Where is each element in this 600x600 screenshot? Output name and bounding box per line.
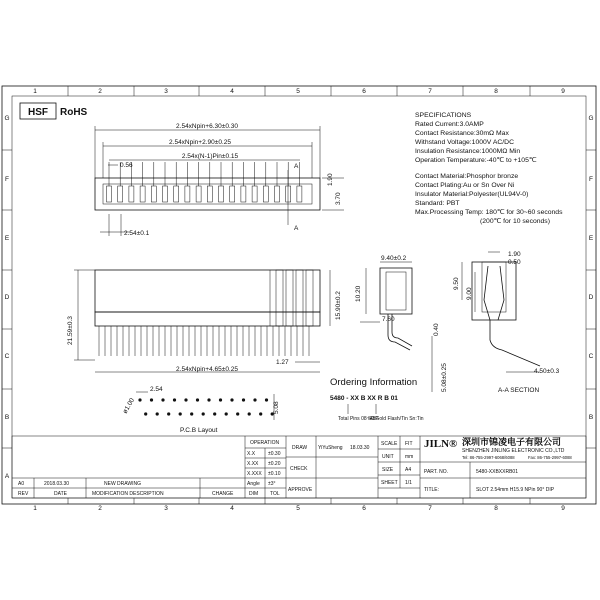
row-label: F [589, 176, 593, 183]
row-label: E [4, 235, 10, 242]
row-label: G [588, 115, 594, 122]
rohs-logo-text: RoHS [60, 107, 88, 118]
col-label: 3 [164, 505, 168, 512]
top-pin [297, 186, 302, 202]
dim-bottom-length: 2.54xNpin+4.65±0.25 [176, 366, 238, 373]
dim-overall-height: 21.59±0.3 [67, 316, 74, 345]
top-pin [140, 186, 145, 202]
row-label: B [4, 414, 10, 421]
pcb-hole [265, 398, 268, 401]
dim-7-60: 7.60 [382, 316, 395, 323]
dim-0-50: 0.50 [508, 259, 521, 266]
part-no-value: 5480-XXBXXRB01 [476, 469, 518, 475]
dim-9-50: 9.50 [453, 277, 460, 290]
dim-body-length: 2.54xNpin+2.90±0.25 [169, 139, 231, 146]
row-labels [4, 115, 593, 480]
row-label: E [588, 235, 594, 242]
top-pin [263, 186, 268, 202]
spec-line: Contact Resistance:30mΩ Max [415, 130, 509, 137]
section-marker-a: A [294, 163, 299, 170]
scale-label: SCALE [381, 441, 398, 447]
pcb-hole [213, 412, 216, 415]
company-phone: Tel: 86-755-2997-6068/6088 [462, 455, 515, 460]
side-view-contacts [276, 270, 313, 326]
material-line: Insulator Material:Polyester(UL94V-0) [415, 191, 529, 198]
top-pin [275, 186, 280, 202]
top-pin [230, 186, 235, 202]
rev-description: NEW DRAWING [104, 481, 142, 487]
ordering-note-plating: S0:Gold Flash/Tin Sn:Tin [368, 416, 424, 422]
pcb-hole [144, 412, 147, 415]
pcb-hole [190, 412, 193, 415]
change-header: CHANGE [212, 491, 234, 497]
top-pin [219, 186, 224, 202]
col-label: 7 [428, 505, 432, 512]
col-label: 1 [33, 505, 37, 512]
dim-2-54: 2.54 [150, 386, 163, 393]
pcb-hole [138, 398, 141, 401]
pcb-hole [156, 412, 159, 415]
spec-line: Rated Current:3.0AMP [415, 121, 484, 128]
dim-9-40: 9.40±0.2 [381, 255, 407, 262]
dim-9-00: 9.00 [466, 287, 473, 300]
top-pin [118, 186, 123, 202]
top-pin [185, 186, 190, 202]
pcb-hole [161, 398, 164, 401]
row-label: F [5, 176, 9, 183]
side-contact [276, 270, 283, 326]
scale-value: FIT [405, 441, 413, 447]
dim-hole-diameter: ø1.00 [121, 397, 137, 415]
size-label: SIZE [382, 467, 394, 473]
col-label: 7 [428, 88, 432, 95]
row-label: C [588, 353, 594, 360]
sheet-label: SHEET [381, 480, 398, 486]
col-label: 1 [33, 88, 37, 95]
pcb-hole-grid [138, 398, 273, 415]
col-label: 6 [362, 505, 366, 512]
sheet-value: 1/1 [405, 480, 412, 486]
pcb-hole [179, 412, 182, 415]
approve-label: APPROVE [288, 487, 313, 493]
spec-line: Withstand Voltage:1000V AC/DC [415, 139, 514, 146]
pcb-hole [248, 412, 251, 415]
pcb-hole [253, 398, 256, 401]
side-contact [306, 270, 313, 326]
row-label: C [4, 353, 10, 360]
pcb-layout [122, 386, 280, 434]
pcb-hole [225, 412, 228, 415]
col-label: 8 [494, 505, 498, 512]
company-logo: JILN® [424, 438, 458, 450]
col-label: 4 [230, 505, 234, 512]
dim-overall-length: 2.54xNpin+6.30±0.30 [176, 123, 238, 130]
dim-pitch-span: 2.54x(N-1)Pin±0.15 [181, 153, 239, 160]
row-label: B [588, 414, 594, 421]
dim-1-90: 1.90 [508, 251, 521, 258]
col-label: 4 [230, 88, 234, 95]
pcb-hole [259, 412, 262, 415]
rev-date: 2018.03.30 [44, 481, 70, 487]
col-label: 6 [362, 88, 366, 95]
top-pin [129, 186, 134, 202]
ordering-code: 5480 - XX B XX R B 01 [330, 395, 398, 402]
dim-3-70: 3.70 [335, 192, 342, 205]
part-no-label: PART. NO. [424, 469, 448, 475]
top-pin [163, 186, 168, 202]
col-label: 9 [561, 88, 565, 95]
pcb-hole [150, 398, 153, 401]
spec-line: Operation Temperature:-40℃ to +105℃ [415, 157, 537, 164]
tol-key: X.XXX [247, 471, 262, 477]
pcb-hole [236, 412, 239, 415]
pcb-hole [167, 412, 170, 415]
tol-value: ±3° [268, 481, 276, 487]
material-line: Standard: PBT [415, 200, 460, 207]
operation-label: OPERATION [250, 440, 280, 446]
dim-10-20: 10.20 [355, 285, 362, 302]
date-header: DATE [54, 491, 67, 497]
title-label: TITLE: [424, 487, 440, 493]
company-fax: Fax: 86-755-2997-6088 [528, 455, 572, 460]
top-pin [174, 186, 179, 202]
specs-heading: SPECIFICATIONS [415, 112, 472, 119]
description-header: MODIFICATION DESCRIPTION [92, 491, 164, 497]
tol-value: ±0.10 [268, 471, 281, 477]
specifications-block [415, 112, 563, 225]
col-label: 9 [561, 505, 565, 512]
draw-date: 18.03.30 [350, 445, 370, 451]
dim-15-90: 15.90±0.2 [335, 291, 342, 320]
top-view [95, 123, 344, 237]
pcb-hole [207, 398, 210, 401]
tol-key: X.XX [247, 461, 259, 467]
dim-4-50: 4.50±0.3 [534, 368, 560, 375]
row-label: G [4, 115, 10, 122]
top-pin [151, 186, 156, 202]
dim-1-27: 1.27 [276, 359, 289, 366]
material-line: Contact Plating:Au or Sn Over Ni [415, 182, 515, 189]
top-pin [241, 186, 246, 202]
dim-1-90: 1.90 [327, 173, 334, 186]
check-label: CHECK [290, 466, 308, 472]
col-label: 5 [296, 88, 300, 95]
tol-key: X.X [247, 451, 256, 457]
end-view [355, 255, 448, 392]
hsf-rohs-logo [20, 103, 88, 119]
title-value: SLOT 2.54mm H15.9 NPin 90° DIP [476, 487, 555, 493]
ordering-note-pins: Total Pins 08~48P [338, 416, 379, 422]
tol-key: DIM [249, 491, 259, 497]
pcb-hole [242, 398, 245, 401]
side-view [67, 270, 342, 373]
row-label: D [4, 294, 10, 301]
dim-0-56: 0.56 [120, 162, 133, 169]
rev-header: REV [18, 491, 29, 497]
pcb-hole [230, 398, 233, 401]
dim-5-08: 5.08±0.25 [441, 363, 448, 392]
tol-value: TOL [270, 491, 280, 497]
tol-key: Angle [247, 481, 260, 487]
ordering-information [330, 377, 424, 422]
company-name-cn: 深圳市锦凌电子有限公司 [462, 437, 562, 447]
dim-pitch: 2.54±0.1 [124, 230, 150, 237]
top-pin [196, 186, 201, 202]
pcb-hole [196, 398, 199, 401]
top-pin [207, 186, 212, 202]
title-block [12, 436, 586, 498]
row-label: A [4, 473, 10, 480]
col-label: 5 [296, 505, 300, 512]
top-view-pins [107, 162, 302, 202]
top-pin [252, 186, 257, 202]
pcb-hole [202, 412, 205, 415]
col-label: 2 [98, 88, 102, 95]
spec-line: Insulation Resistance:1000MΩ Min [415, 148, 521, 155]
size-value: A4 [405, 467, 412, 473]
side-view-legs [99, 326, 309, 356]
side-contact [286, 270, 293, 326]
top-pin [107, 186, 112, 202]
section-view [453, 251, 560, 394]
unit-label: UNIT [382, 454, 394, 460]
pcb-hole [184, 398, 187, 401]
section-caption: A-A SECTION [498, 387, 540, 394]
material-line: Contact Material:Phosphor bronze [415, 173, 519, 180]
col-label: 2 [98, 505, 102, 512]
col-label: 3 [164, 88, 168, 95]
pcb-caption: P.C.B Layout [180, 427, 218, 434]
unit-value: mm [405, 454, 414, 460]
material-line: (200℃ for 10 seconds) [480, 218, 550, 225]
drawer-name: YiYuSheng [318, 445, 343, 451]
material-line: Max.Processing Temp: 180℃ for 30~60 seconds [415, 209, 563, 216]
col-label: 8 [494, 88, 498, 95]
pcb-hole [219, 398, 222, 401]
company-name-en: SHENZHEN JINLING ELECTRONIC CO.,LTD [462, 448, 565, 454]
ordering-title: Ordering Information [330, 377, 418, 388]
rev-value: A0 [18, 481, 25, 487]
draw-label: DRAW [292, 445, 308, 451]
tol-value: ±0.30 [268, 451, 281, 457]
side-contact [296, 270, 303, 326]
tol-value: ±0.20 [268, 461, 281, 467]
row-label: D [588, 294, 594, 301]
hsf-logo-text: HSF [28, 107, 48, 118]
dim-5-08: 5.08 [273, 401, 280, 414]
pcb-hole [173, 398, 176, 401]
dim-0-40: 0.40 [433, 323, 440, 336]
section-marker-a: A [294, 225, 299, 232]
